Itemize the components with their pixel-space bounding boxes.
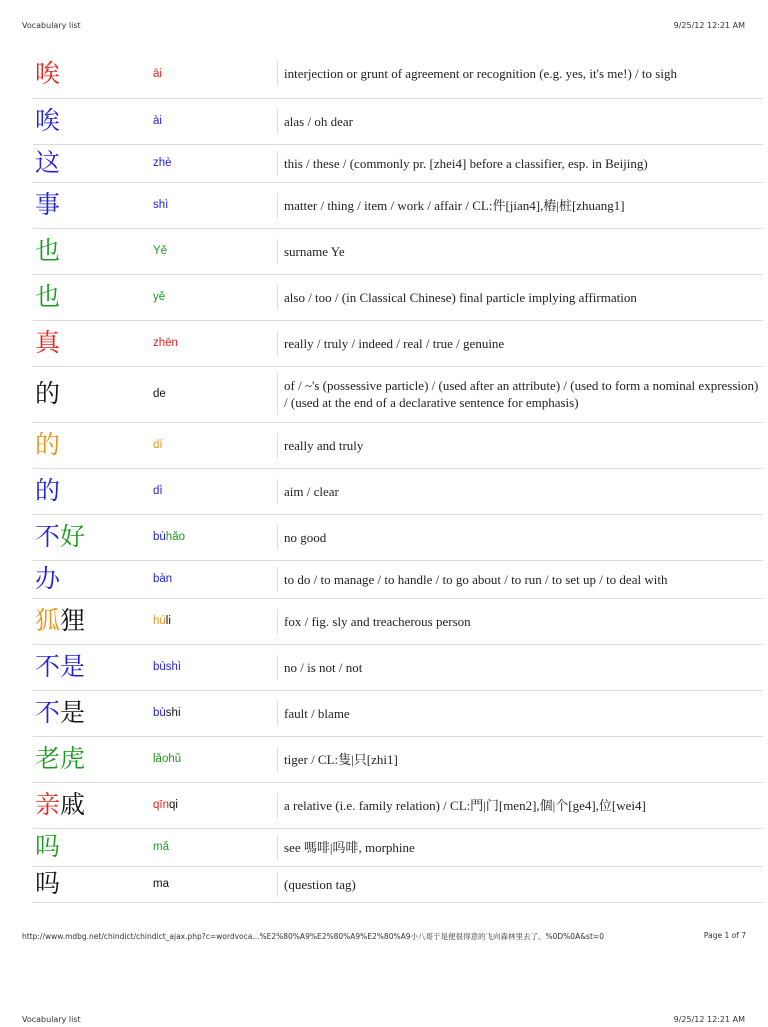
definition-text: interjection or grunt of agreement or recognition (e.g. yes, it's me!) / to sigh	[277, 61, 761, 86]
pinyin-segment: bù	[153, 531, 166, 543]
hanzi-segment: 不	[35, 522, 61, 551]
definition-text: to do / to manage / to handle / to go about / to run / to set up / to deal with	[277, 567, 761, 592]
vocab-row	[33, 828, 763, 866]
vocab-row	[33, 690, 763, 736]
vocab-row	[33, 366, 763, 422]
hanzi-segment: 好	[60, 522, 86, 551]
vocab-row	[33, 320, 763, 366]
pinyin-segment: ma	[153, 878, 169, 890]
vocab-row	[33, 98, 763, 144]
vocab-row	[33, 598, 763, 644]
definition-text: matter / thing / item / work / affair / CL:件[jian4],樁|桩[zhuang1]	[277, 193, 761, 218]
page-number: Page 1 of 7	[703, 931, 746, 940]
hanzi-cell	[33, 468, 153, 514]
definition-cell	[277, 366, 763, 422]
pinyin-cell	[153, 366, 277, 422]
definition-text: really and truly	[277, 433, 761, 458]
hanzi-segment: 吗	[35, 869, 61, 898]
pinyin-segment: āi	[153, 67, 162, 80]
pinyin-segment: zhè	[153, 157, 172, 169]
vocab-row	[33, 866, 763, 902]
page-title: Vocabulary list	[22, 21, 81, 30]
definition-text: a relative (i.e. family relation) / CL:門|门[men2],個|个[ge4],位[wei4]	[277, 793, 761, 818]
definition-text: alas / oh dear	[277, 109, 761, 134]
hanzi-segment: 狸	[60, 606, 86, 635]
hanzi-segment: 也	[35, 236, 61, 265]
vocab-row	[33, 274, 763, 320]
vocab-row	[33, 560, 763, 598]
definition-text: no / is not / not	[277, 655, 761, 680]
pinyin-segment: dì	[153, 485, 163, 497]
hanzi-cell	[33, 274, 153, 320]
definition-text: surname Ye	[277, 239, 761, 264]
pinyin-cell	[153, 50, 277, 98]
hanzi-cell	[33, 598, 153, 644]
definition-cell	[277, 690, 763, 736]
pinyin-segment: dí	[153, 439, 163, 451]
pinyin-cell	[153, 736, 277, 782]
pinyin-segment: hǎo	[165, 531, 185, 543]
hanzi-segment: 狐	[35, 606, 61, 635]
pinyin-segment: bù	[153, 707, 166, 719]
definition-cell	[277, 422, 763, 468]
hanzi-cell	[33, 782, 153, 828]
pinyin-segment: ài	[153, 115, 162, 127]
vocabulary-table-body	[33, 50, 763, 902]
definition-cell	[277, 828, 763, 866]
pinyin-segment: yě	[153, 291, 166, 303]
pinyin-segment: Yě	[153, 245, 168, 257]
next-page-datetime: 9/25/12 12:21 AM	[673, 1015, 745, 1024]
definition-cell	[277, 182, 763, 228]
pinyin-segment: lǎohǔ	[153, 753, 182, 765]
hanzi-segment: 事	[35, 190, 61, 219]
definition-text: tiger / CL:隻|只[zhi1]	[277, 747, 761, 772]
definition-cell	[277, 514, 763, 560]
pinyin-cell	[153, 98, 277, 144]
pinyin-segment: de	[153, 388, 166, 400]
vocab-row	[33, 228, 763, 274]
pinyin-segment: shi	[165, 707, 181, 719]
next-page-header	[0, 1015, 768, 1027]
definition-cell	[277, 866, 763, 902]
pinyin-cell	[153, 182, 277, 228]
vocab-row	[33, 514, 763, 560]
pinyin-segment: hú	[153, 615, 166, 627]
definition-cell	[277, 644, 763, 690]
definition-text: also / too / (in Classical Chinese) final particle implying affirmation	[277, 285, 761, 310]
vocab-row	[33, 468, 763, 514]
definition-text: fault / blame	[277, 701, 761, 726]
definition-cell	[277, 98, 763, 144]
vocabulary-table	[33, 50, 763, 903]
pinyin-segment: li	[165, 615, 171, 627]
hanzi-cell	[33, 644, 153, 690]
hanzi-cell	[33, 736, 153, 782]
hanzi-cell	[33, 50, 153, 98]
hanzi-cell	[33, 182, 153, 228]
definition-cell	[277, 560, 763, 598]
vocab-row	[33, 182, 763, 228]
pinyin-segment: mǎ	[153, 841, 169, 853]
pinyin-segment: shì	[153, 199, 169, 211]
hanzi-cell	[33, 228, 153, 274]
pinyin-cell	[153, 644, 277, 690]
hanzi-segment: 吗	[35, 832, 61, 861]
pinyin-cell	[153, 144, 277, 182]
hanzi-cell	[33, 866, 153, 902]
definition-text: aim / clear	[277, 479, 761, 504]
pinyin-cell	[153, 468, 277, 514]
definition-cell	[277, 782, 763, 828]
hanzi-cell	[33, 828, 153, 866]
hanzi-segment: 不是	[35, 652, 86, 681]
hanzi-segment: 唉	[35, 58, 61, 88]
definition-text: (question tag)	[277, 872, 761, 897]
hanzi-cell	[33, 366, 153, 422]
definition-cell	[277, 144, 763, 182]
pinyin-segment: bùshì	[153, 661, 182, 673]
vocab-row	[33, 644, 763, 690]
hanzi-cell	[33, 422, 153, 468]
print-footer	[0, 931, 768, 945]
pinyin-cell	[153, 782, 277, 828]
definition-cell	[277, 736, 763, 782]
hanzi-cell	[33, 320, 153, 366]
vocab-row	[33, 782, 763, 828]
print-datetime: 9/25/12 12:21 AM	[673, 21, 745, 30]
vocab-row	[33, 736, 763, 782]
pinyin-cell	[153, 560, 277, 598]
definition-text: of / ~'s (possessive particle) / (used after an attribute) / (used to form a nominal expression) / (used at the end of a declarative sentence for emphasis)	[277, 373, 761, 415]
vocab-row	[33, 144, 763, 182]
pinyin-cell	[153, 690, 277, 736]
definition-cell	[277, 320, 763, 366]
definition-text: really / truly / indeed / real / true / genuine	[277, 331, 761, 356]
hanzi-segment: 的	[35, 379, 61, 408]
definition-text: no good	[277, 525, 761, 550]
definition-text: fox / fig. sly and treacherous person	[277, 609, 761, 634]
pinyin-cell	[153, 828, 277, 866]
hanzi-cell	[33, 514, 153, 560]
definition-cell	[277, 468, 763, 514]
hanzi-segment: 也	[35, 282, 61, 311]
hanzi-segment: 亲	[35, 790, 61, 819]
pinyin-cell	[153, 866, 277, 902]
definition-cell	[277, 228, 763, 274]
vocab-row	[33, 50, 763, 98]
pinyin-segment: qīn	[153, 799, 169, 811]
definition-text: see 嗎啡|吗啡, morphine	[277, 835, 761, 860]
pinyin-segment: zhēn	[153, 337, 178, 349]
hanzi-segment: 办	[35, 564, 61, 593]
hanzi-cell	[33, 560, 153, 598]
hanzi-segment: 的	[35, 430, 61, 459]
hanzi-segment: 戚	[60, 790, 86, 819]
hanzi-segment: 是	[60, 698, 86, 727]
hanzi-segment: 的	[35, 476, 61, 505]
hanzi-cell	[33, 690, 153, 736]
definition-text: this / these / (commonly pr. [zhei4] before a classifier, esp. in Beijing)	[277, 151, 761, 176]
pinyin-cell	[153, 320, 277, 366]
pinyin-cell	[153, 598, 277, 644]
definition-cell	[277, 274, 763, 320]
pinyin-segment: bàn	[153, 573, 173, 585]
definition-cell	[277, 50, 763, 98]
hanzi-segment: 这	[35, 148, 61, 177]
print-header	[0, 21, 768, 35]
hanzi-segment: 唉	[35, 106, 61, 135]
hanzi-cell	[33, 98, 153, 144]
hanzi-segment: 不	[35, 698, 61, 727]
hanzi-segment: 真	[35, 328, 61, 357]
next-page-title: Vocabulary list	[22, 1015, 81, 1024]
pinyin-segment: qi	[169, 799, 178, 811]
pinyin-cell	[153, 514, 277, 560]
pinyin-cell	[153, 228, 277, 274]
vocab-row	[33, 422, 763, 468]
source-url: http://www.mdbg.net/chindict/chindict_ajax.php?c=wordvoca...%E2%80%A9%E2%80%A9%E2%80%A9小八哥于是便很得意的飞向森林里去了。%0D%0A&st=0	[22, 932, 604, 941]
hanzi-cell	[33, 144, 153, 182]
pinyin-cell	[153, 274, 277, 320]
pinyin-cell	[153, 422, 277, 468]
hanzi-segment: 老虎	[35, 744, 86, 773]
definition-cell	[277, 598, 763, 644]
